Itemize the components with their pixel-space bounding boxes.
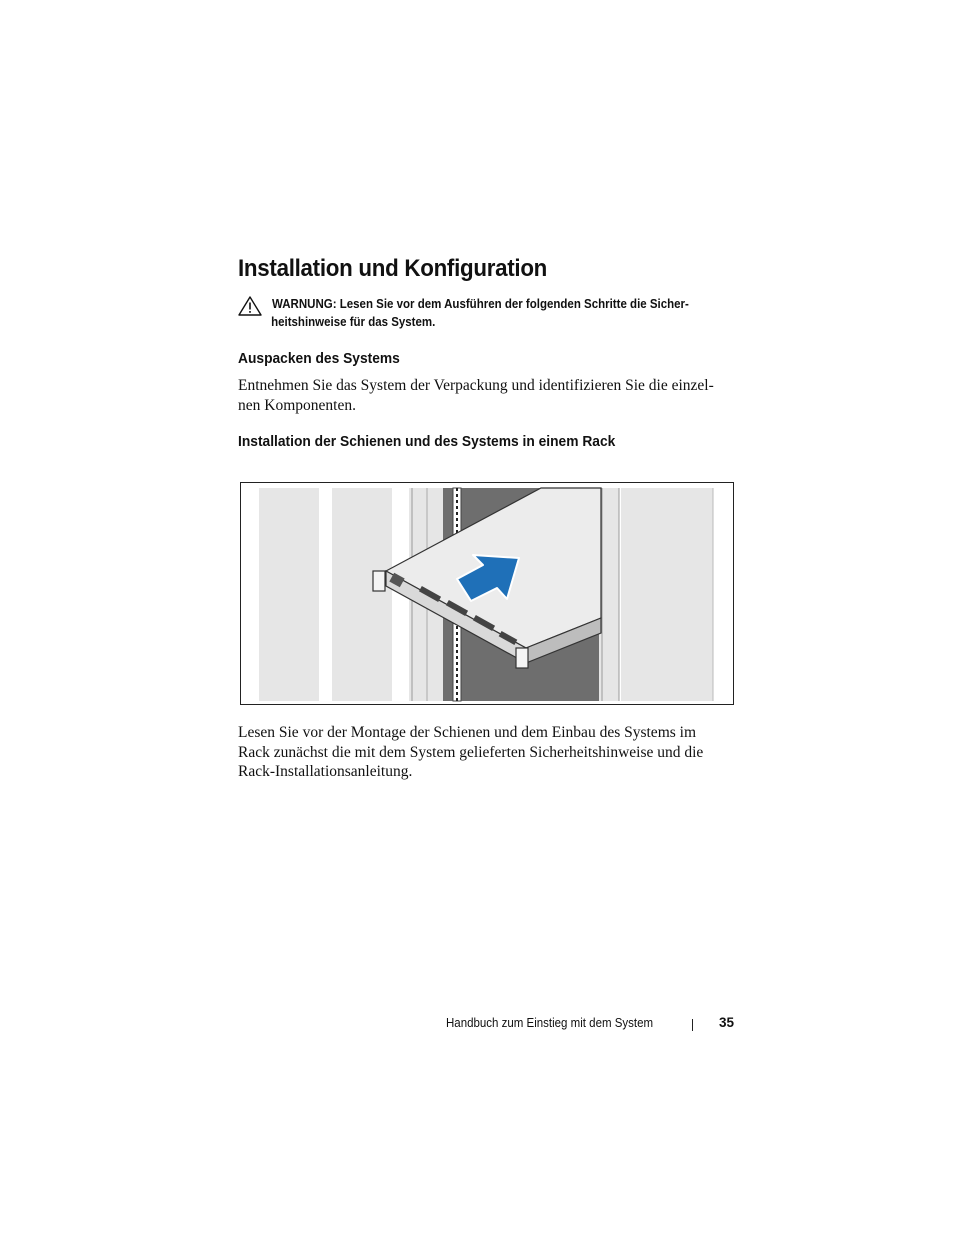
rack-panel-left-1: [259, 488, 319, 701]
rack-illustration-svg: [241, 483, 733, 704]
rack-ear-left: [373, 571, 385, 591]
server-rack-installation-illustration: [240, 482, 734, 705]
paragraph-unpack-line1: Entnehmen Sie das System der Verpackung und identifizieren Sie die einzel-: [238, 377, 714, 394]
paragraph-unpack: [238, 376, 738, 415]
paragraph-rack-line3: Rack-Installationsanleitung.: [238, 763, 413, 780]
footer-separator: [692, 1019, 693, 1031]
paragraph-rack-line1: Lesen Sie vor der Montage der Schienen und dem Einbau des Systems im: [238, 724, 697, 741]
page-title: Installation und Konfiguration: [238, 255, 548, 282]
warning-line2: heitshinweise für das System.: [271, 315, 436, 329]
page-number: 35: [719, 1015, 735, 1030]
warning-text: [272, 295, 695, 331]
rack-panel-right: [621, 488, 713, 701]
paragraph-unpack-line2: nen Komponenten.: [238, 396, 356, 414]
section-heading-rack: Installation der Schienen und des Systems in einem Rack: [238, 433, 616, 450]
rack-panel-left-2: [332, 488, 392, 701]
paragraph-rack-line2: Rack zunächst die mit dem System gelieferten Sicherheitshinweise und die: [238, 743, 704, 761]
warning-line1: Lesen Sie vor dem Ausführen der folgenden Schritte die Sicher-: [339, 297, 689, 311]
section-heading-unpack: Auspacken des Systems: [238, 350, 400, 367]
warning-label: WARNUNG:: [272, 297, 337, 311]
footer-title: Handbuch zum Einstieg mit dem System: [446, 1016, 654, 1030]
paragraph-rack: [238, 723, 738, 782]
warning-triangle-icon: [238, 296, 262, 316]
rack-ear-right: [516, 648, 528, 668]
